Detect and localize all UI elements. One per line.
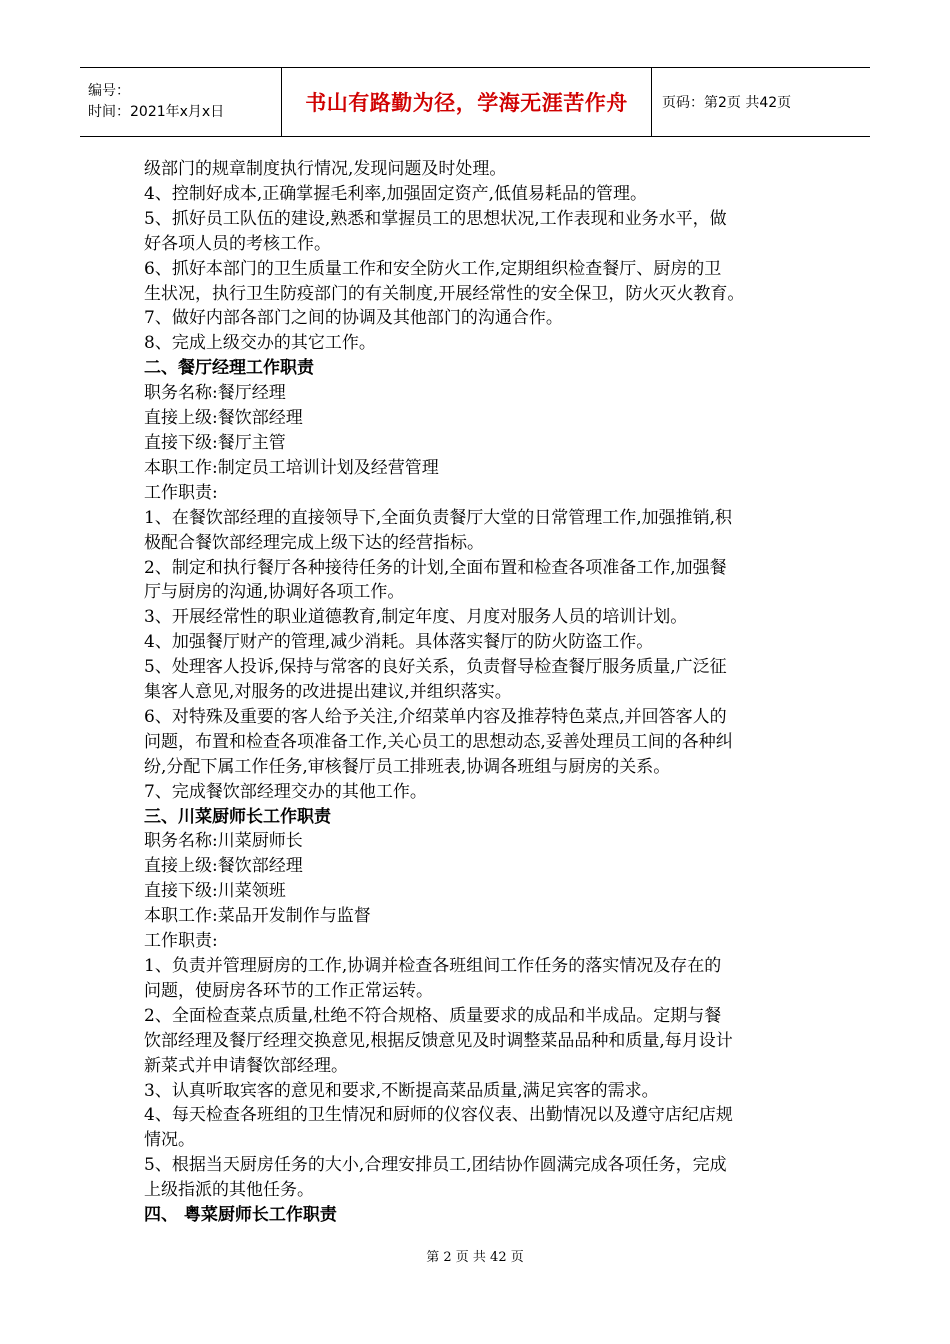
body-line: 2、制定和执行餐厅各种接待任务的计划,全面布置和检查各项准备工作,加强餐: [144, 557, 727, 578]
body-line: 2、全面检查菜点质量,杜绝不符合规格、质量要求的成品和半成品。定期与餐: [144, 1005, 722, 1026]
body-line: 5、根据当天厨房任务的大小,合理安排员工,团结协作圆满完成各项任务，完成: [144, 1155, 727, 1176]
section-heading: 三、川菜厨师长工作职责: [144, 806, 331, 827]
body-line: 问题，布置和检查各项准备工作,关心员工的思想动态,妥善处理员工间的各种纠: [144, 731, 733, 752]
body-line: 厅与厨房的沟通,协调好各项工作。: [144, 582, 405, 603]
header-motto: 书山有路勤为径，学海无涯苦作舟: [305, 91, 628, 115]
body-line: 工作职责:: [144, 482, 218, 503]
body-line: 极配合餐饮部经理完成上级下达的经营指标。: [144, 532, 484, 553]
body-line: 本职工作:制定员工培训计划及经营管理: [144, 457, 439, 478]
body-line: 上级指派的其他任务。: [144, 1180, 314, 1201]
body-line: 1、负责并管理厨房的工作,协调并检查各班组间工作任务的落实情况及存在的: [144, 956, 722, 976]
body-line: 4、控制好成本,正确掌握毛利率,加强固定资产,低值易耗品的管理。: [144, 183, 648, 204]
body-line: 7、完成餐饮部经理交办的其他工作。: [144, 781, 427, 802]
header-motto-cell: [282, 68, 652, 136]
body-line: 本职工作:菜品开发制作与监督: [144, 906, 371, 927]
body-line: 6、对特殊及重要的客人给予关注,介绍菜单内容及推荐特色菜点,并回答客人的: [144, 706, 727, 727]
header-page-info: 页码：第2页 共42页: [662, 95, 792, 111]
body-line: 1、在餐饮部经理的直接领导下,全面负责餐厅大堂的日常管理工作,加强推销,积: [144, 507, 733, 528]
body-line: 纷,分配下属工作任务,审核餐厅员工排班表,协调各班组与厨房的关系。: [144, 756, 671, 777]
body-line: 新菜式并申请餐饮部经理。: [144, 1055, 348, 1076]
body-line: 职务名称:餐厅经理: [144, 383, 286, 404]
body-line: 3、认真听取宾客的意见和要求,不断提高菜品质量,满足宾客的需求。: [144, 1080, 659, 1101]
body-line: 6、抓好本部门的卫生质量工作和安全防火工作,定期组织检查餐厅、厨房的卫: [144, 258, 722, 279]
body-line: 7、做好内部各部门之间的协调及其他部门的沟通合作。: [144, 308, 563, 329]
body-line: 集客人意见,对服务的改进提出建议,并组织落实。: [144, 682, 512, 703]
body-line: 5、处理客人投诉,保持与常客的良好关系，负责督导检查餐厅服务质量,广泛征: [144, 657, 727, 678]
body-line: 生状况，执行卫生防疫部门的有关制度,开展经常性的安全保卫，防火灭火教育。: [144, 283, 745, 304]
body-line: 级部门的规章制度执行情况,发现问题及时处理。: [144, 159, 507, 179]
body-line: 饮部经理及餐厅经理交换意见,根据反馈意见及时调整菜品品种和质量,每月设计: [144, 1030, 733, 1051]
section-heading: 二、餐厅经理工作职责: [144, 358, 314, 379]
body-line: 直接下级:餐厅主管: [144, 432, 286, 453]
document-header: [80, 67, 870, 137]
body-line: 工作职责:: [144, 931, 218, 952]
body-line: 5、抓好员工队伍的建设,熟悉和掌握员工的思想状况,工作表现和业务水平，做: [144, 208, 727, 229]
document-body: [144, 157, 812, 1228]
body-line: 问题，使厨房各环节的工作正常运转。: [144, 980, 433, 1001]
header-page-cell: [652, 68, 870, 136]
body-line: 4、加强餐厅财产的管理,减少消耗。具体落实餐厅的防火防盗工作。: [144, 632, 654, 653]
page-footer: 第 2 页 共 42 页: [426, 1250, 524, 1265]
body-line: 直接上级:餐饮部经理: [144, 408, 303, 429]
header-meta-cell: [80, 68, 282, 136]
body-line: 职务名称:川菜厨师长: [144, 831, 303, 852]
document-date-label: 时间：2021年x月x日: [88, 104, 225, 120]
section-heading: 四、 粤菜厨师长工作职责: [144, 1205, 337, 1226]
body-line: 8、完成上级交办的其它工作。: [144, 333, 376, 354]
body-line: 好各项人员的考核工作。: [144, 233, 331, 254]
body-line: 直接上级:餐饮部经理: [144, 856, 303, 877]
body-line: 情况。: [144, 1130, 195, 1151]
body-line: 4、每天检查各班组的卫生情况和厨师的仪容仪表、出勤情况以及遵守店纪店规: [144, 1105, 733, 1126]
document-number-label: 编号：: [88, 83, 130, 99]
body-line: 3、开展经常性的职业道德教育,制定年度、月度对服务人员的培训计划。: [144, 607, 688, 628]
body-line: 直接下级:川菜领班: [144, 881, 286, 902]
